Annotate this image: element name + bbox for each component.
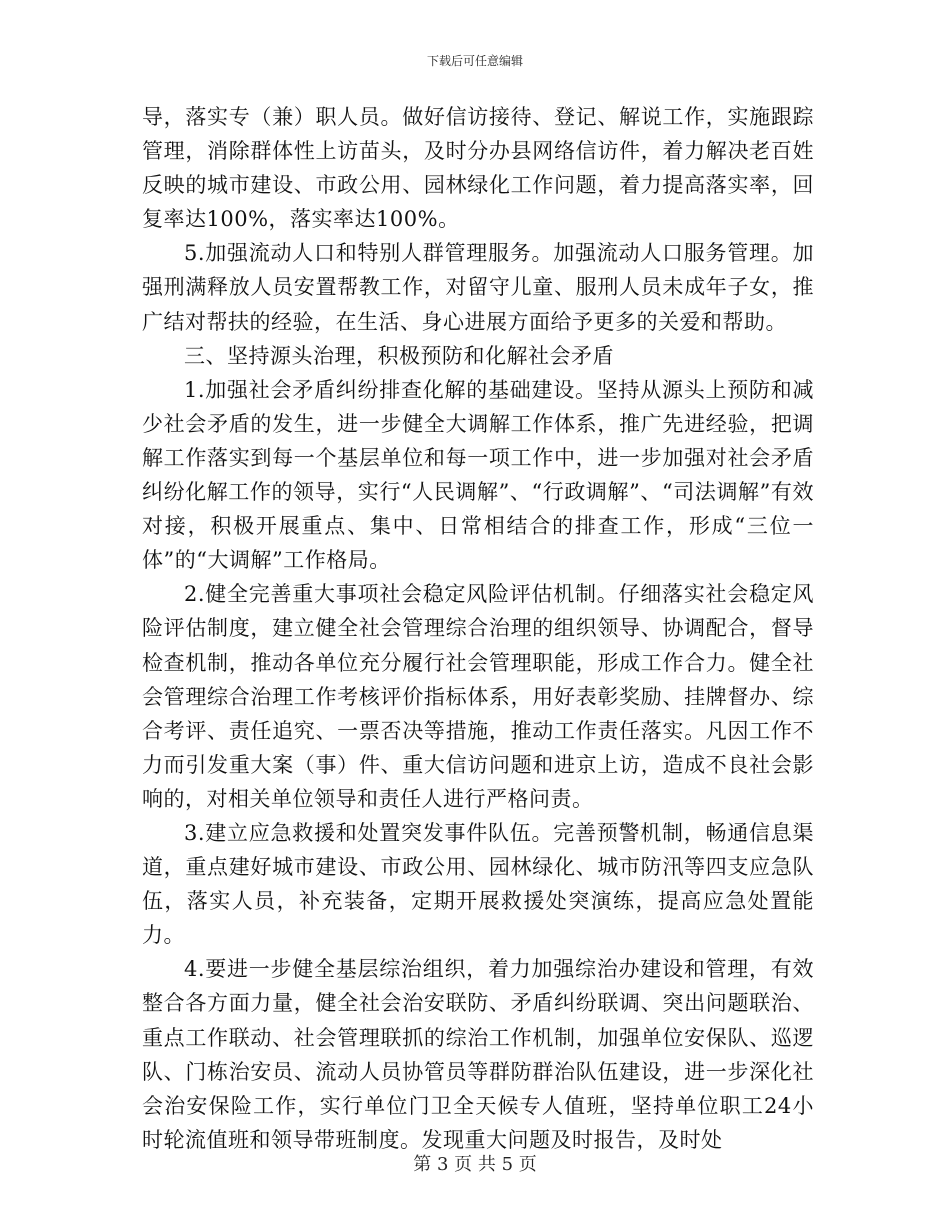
section-heading-3: 三、坚持源头治理，积极预防和化解社会矛盾 xyxy=(184,343,614,368)
document-body xyxy=(142,100,814,1157)
paragraph-item-3: 3.建立应急救援和处置突发事件队伍。完善预警机制，畅通信息渠道，重点建好城市建设、市政公用、园林绿化、城市防汛等四支应急队伍，落实人员，补充装备，定期开展救援处突演练，提高应急处置能力。 xyxy=(142,820,814,948)
paragraph-item-1: 1.加强社会矛盾纠纷排查化解的基础建设。坚持从源头上预防和减少社会矛盾的发生，进一步健全大调解工作体系，推广先进经验，把调解工作落实到每一个基层单位和每一项工作中，进一步加强对社会矛盾纠纷化解工作的领导，实行“人民调解”、“行政调解”、“司法调解”有效对接，积极开展重点、集中、日常相结合的排查工作，形成“三位一体”的“大调解”工作格局。 xyxy=(142,377,814,573)
paragraph-item-2: 2.健全完善重大事项社会稳定风险评估机制。仔细落实社会稳定风险评估制度，建立健全社会管理综合治理的组织领导、协调配合，督导检查机制，推动各单位充分履行社会管理职能，形成工作合力。健全社会管理综合治理工作考核评价指标体系，用好表彰奖励、挂牌督办、综合考评、责任追究、一票否决等措施，推动工作责任落实。凡因工作不力而引发重大案（事）件、重大信访问题和进京上访，造成不良社会影响的，对相关单位领导和责任人进行严格问责。 xyxy=(142,582,814,811)
paragraph-item-5: 5.加强流动人口和特别人群管理服务。加强流动人口服务管理。加强刑满释放人员安置帮教工作，对留守儿童、服刑人员未成年子女，推广结对帮扶的经验，在生活、身心进展方面给予更多的关爱和帮助。 xyxy=(142,241,814,334)
paragraph-continuation: 导，落实专（兼）职人员。做好信访接待、登记、解说工作，实施跟踪管理，消除群体性上访苗头，及时分办县网络信访件，着力解决老百姓反映的城市建设、市政公用、园林绿化工作问题，着力提高落实率，回复率达100%，落实率达100%。 xyxy=(142,105,814,232)
paragraph-item-4: 4.要进一步健全基层综治组织，着力加强综治办建设和管理，有效整合各方面力量，健全社会治安联防、矛盾纠纷联调、突出问题联治、重点工作联动、社会管理联抓的综治工作机制，加强单位安保队、巡逻队、门栋治安员、流动人员协管员等群防群治队伍建设，进一步深化社会治安保险工作，实行单位门卫全天候专人值班，坚持单位职工24小时轮流值班和领导带班制度。发现重大问题及时报告，及时处 xyxy=(142,957,814,1152)
page-header: 下载后可任意编辑 xyxy=(426,54,523,68)
page-number-footer: 第 3 页 共 5 页 xyxy=(413,1154,537,1175)
